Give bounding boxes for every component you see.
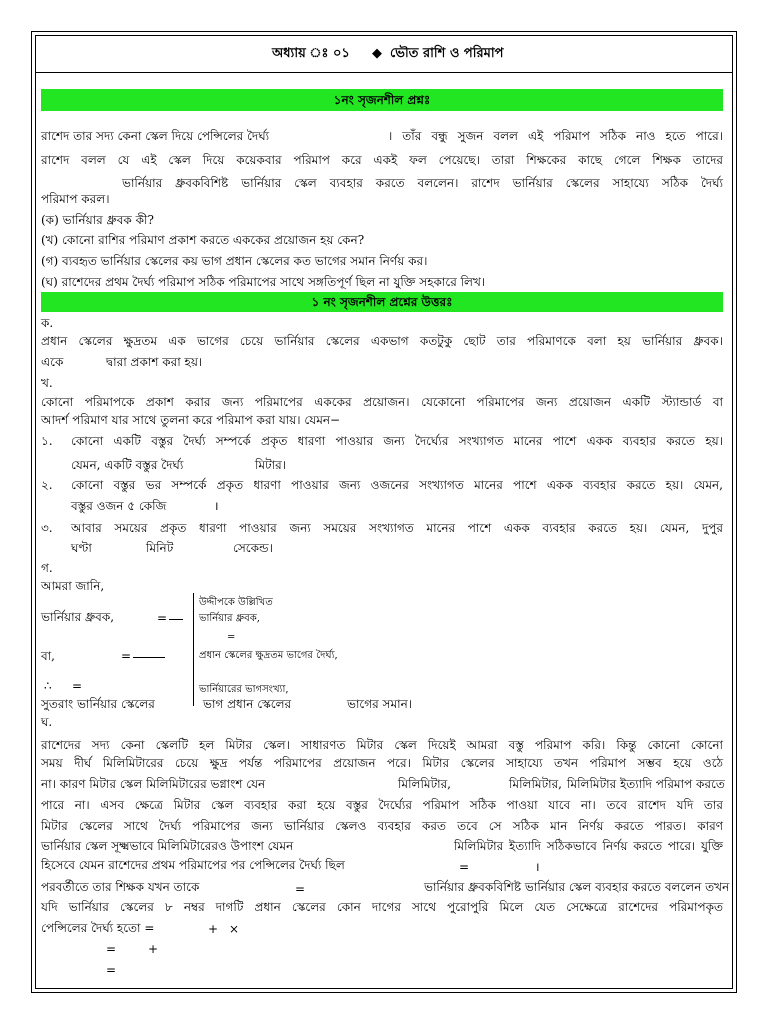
answer-line: পরবর্তীতে তার শিক্ষক যখন তাকে <box>41 880 200 894</box>
answer-line: । <box>535 860 540 874</box>
answer-line: আমরা জানি, <box>41 579 105 593</box>
answer-line: মিলিমিটার, <box>398 777 452 791</box>
list-item-line: কোনো একটি বস্তুর দৈর্ঘ্য সম্পর্কে প্রকৃত ধারণা পাওয়ার জন্য দৈর্ঘ্যের সংখ্যাগত মানের পাশে একক ব্যবহার করতে হয়। <box>71 434 723 448</box>
side-note: ভার্নিয়ার ধ্রুবক, <box>199 613 260 624</box>
side-note: = <box>227 632 236 643</box>
answer-line: পেন্সিলের দৈর্ঘ্য হতো = <box>41 921 155 935</box>
diamond-icon: ◆ <box>372 46 382 61</box>
answer-line: ভার্নিয়ার ধ্রুবকবিশিষ্ট ভার্নিয়ার স্কেল ব্যবহার করতে বললেন তখন <box>424 880 730 894</box>
list-number: ১. <box>41 434 53 448</box>
stem-line: পরিমাপ করল। <box>41 192 110 206</box>
plus-sign: + <box>148 942 159 956</box>
therefore-symbol: ∴ <box>44 679 52 693</box>
answer-line: হিসেবে যেমন রাশেদের প্রথম পরিমাপের পর পেন্সিলের দৈর্ঘ্য ছিল <box>41 858 345 872</box>
fraction-bar <box>133 657 165 658</box>
answer-line: পারে না। এসব ক্ষেত্রে মিটার স্কেল ব্যবহার করা হয়ে বস্তুর দৈর্ঘ্যের পরিমাপ সঠিক পাওয়া যাবে না। তবে রাশেদ যদি তার <box>41 798 723 812</box>
stem-line: ভার্নিয়ার ধ্রুবকবিশিষ্ট ভার্নিয়ার স্কেল ব্যবহার করতে বললেন। রাশেদ ভার্নিয়ার স্কেলের সাহায্যে সঠিক দৈর্ঘ্য <box>122 176 723 190</box>
list-item-line: যেমন, একটি বস্তুর দৈর্ঘ্য <box>71 458 184 472</box>
answer-line: রাশেদের সদ্য কেনা স্কেলটি হল মিটার স্কেল। সাধারণত মিটার স্কেল দিয়েই আমরা বস্তু পরিমাপ করি। কিন্তু কোনো কোনো <box>41 738 723 752</box>
equals-sign: = <box>295 882 306 896</box>
answer-line: না। কারণ মিটার স্কেল মিলিমিটারের ভগ্নাংশ যেন <box>41 777 266 791</box>
question-part-kha: (খ) কোনো রাশির পরিমাণ প্রকাশ করতে এককের প্রয়োজন হয় কেন? <box>41 233 365 247</box>
answer-heading-band <box>41 292 723 312</box>
answer-line: একে <box>41 355 64 369</box>
list-item-line: কোনো বস্তুর ভর সম্পর্কে প্রকৃত ধারণা পাওয়ার জন্য ওজনের সংখ্যাগত মানের পাশে একক ব্যবহার করতে হয়। যেমন, <box>71 478 723 492</box>
equals-sign: = <box>72 679 83 693</box>
stem-line: । তাঁর বন্ধু সুজন বলল এই পরিমাপ সঠিক নাও হতে পারে। <box>388 129 723 143</box>
side-note-bracket <box>193 593 194 706</box>
answer-label: গ. <box>41 561 53 575</box>
answer-label: খ. <box>41 376 53 390</box>
answer-line: যদি ভার্নিয়ার স্কেলের ৮ নম্বর দাগটি প্রধান স্কেলের কোন দাগের সাথে পুরোপুরি মিলে যেত সেক্ষেত্রে রাশেদের পরিমাপকৃত <box>41 900 723 914</box>
chapter-title: ভৌত রাশি ও পরিমাপ <box>390 46 504 61</box>
question-heading: ১নং সৃজনশীল প্রশ্নঃ <box>333 93 431 107</box>
equals-sign: = <box>106 963 117 977</box>
answer-line: মিটার স্কেলের সাথে দৈর্ঘ্য পরিমাপের জন্য ভার্নিয়ার স্কেলও ব্যবহার করত তবে সে সঠিক মান নির্ণয় করতে পারত। কারণ <box>41 819 723 833</box>
header-divider <box>36 72 732 73</box>
question-part-ga: (গ) ব্যবহৃত ভার্নিয়ার স্কেলের কয় ভাগ প্রধান স্কেলের কত ভাগের সমান নির্ণয় কর। <box>41 254 428 268</box>
answer-line: মিলিমিটার ইত্যাদি সঠিকভাবে নির্ণয় করতে পারে। যুক্তি <box>454 839 723 853</box>
conclusion-line: সুতরাং ভার্নিয়ার স্কেলের <box>41 697 155 711</box>
plus-sign: + <box>208 922 219 936</box>
conclusion-line: ভাগের সমান। <box>347 697 413 711</box>
conclusion-line: ভাগ প্রধান স্কেলের <box>203 697 292 711</box>
question-heading-band <box>41 89 723 111</box>
answer-line: কোনো পরিমাপকে প্রকাশ করার জন্য পরিমাপের এককের প্রয়োজন। যেকোনো পরিমাপের জন্য প্রয়োজন একটি স্ট্যান্ডার্ড বা <box>41 395 723 409</box>
equals-sign: = <box>157 611 168 625</box>
list-item-line: আবার সময়ের প্রকৃত ধারণা পাওয়ার জন্য সময়ের সংখ্যাগত মানের পাশে একক ব্যবহার করতে হয়। যেমন, দুপুর <box>71 521 723 535</box>
answer-line: ভার্নিয়ার স্কেল সূক্ষ্মভাবে মিলিমিটারেরও উপাংশ যেমন <box>41 839 294 853</box>
question-part-ka: (ক) ভার্নিয়ার ধ্রুবক কী? <box>41 213 154 227</box>
side-note: উদ্দীপকে উল্লিখিত <box>199 597 273 608</box>
list-number: ২. <box>41 478 53 492</box>
equals-sign: = <box>121 649 132 663</box>
stem-line: রাশেদ তার সদ্য কেনা স্কেল দিয়ে পেন্সিলের দৈর্ঘ্য <box>41 129 270 143</box>
side-note: প্রধান স্কেলের ক্ষুদ্রতম ভাগের দৈর্ঘ্য, <box>199 650 338 661</box>
answer-label: ক. <box>41 316 54 330</box>
answer-line: মিলিমিটার ইত্যাদি পরিমাপ করতে <box>567 777 725 791</box>
side-note: ভার্নিয়ারের ভাগসংখ্যা, <box>199 684 289 695</box>
list-item-line: মিটার। <box>255 458 287 472</box>
stem-line: রাশেদ বলল যে এই স্কেল দিয়ে কয়েকবার পরিমাপ করে একই ফল পেয়েছে। তারা শিক্ষকের কাছে গেলে শিক্ষক তাদের <box>41 153 723 167</box>
answer-line: মিলিমিটার, <box>509 777 563 791</box>
equals-sign: = <box>459 860 470 874</box>
answer-line: দ্বারা প্রকাশ করা হয়। <box>106 355 203 369</box>
answer-heading: ১ নং সৃজনশীল প্রশ্নের উত্তরঃ <box>311 295 453 309</box>
answer-label: ঘ. <box>41 715 53 729</box>
answer-line: আদর্শ পরিমাণ যার সাথে তুলনা করে পরিমাপ করা যায়। যেমন− <box>41 413 341 427</box>
list-number: ৩. <box>41 521 53 535</box>
vernier-constant-label: ভার্নিয়ার ধ্রুবক, <box>41 610 115 624</box>
list-item-line: মিনিট <box>146 541 174 555</box>
equals-sign: = <box>106 942 117 956</box>
answer-line: বা, <box>41 649 55 663</box>
chapter-number: অধ্যায় ঃ ০১ <box>272 46 350 61</box>
times-sign: × <box>229 922 240 936</box>
list-item-line: বস্তুর ওজন ৫ কেজি <box>71 499 167 513</box>
question-part-gha: (ঘ) রাশেদের প্রথম দৈর্ঘ্য পরিমাপ সঠিক পরিমাপের সাথে সঙ্গতিপূর্ণ ছিল না যুক্তি সহকারে লিখ। <box>41 275 486 289</box>
list-item-line: । <box>214 499 219 513</box>
fraction-bar <box>169 619 183 620</box>
list-item-line: সেকেন্ড। <box>233 541 273 555</box>
answer-line: সময় দীর্ঘ মিলিমিটারের চেয়ে ক্ষুদ্র পর্যন্ত পরিমাপের প্রয়োজন পরে। মিটার স্কেলের সাহায্যে তখন পরিমাপ সম্ভব হয়ে ওঠে <box>41 756 723 770</box>
list-item-line: ঘণ্টা <box>71 541 92 555</box>
answer-line: প্রধান স্কেলের ক্ষুদ্রতম এক ভাগের চেয়ে ভার্নিয়ার স্কেলের একভাগ কতটুকু ছোট তার পরিমাণকে বলা হয় ভার্নিয়ার ধ্রুবক। <box>41 334 723 348</box>
